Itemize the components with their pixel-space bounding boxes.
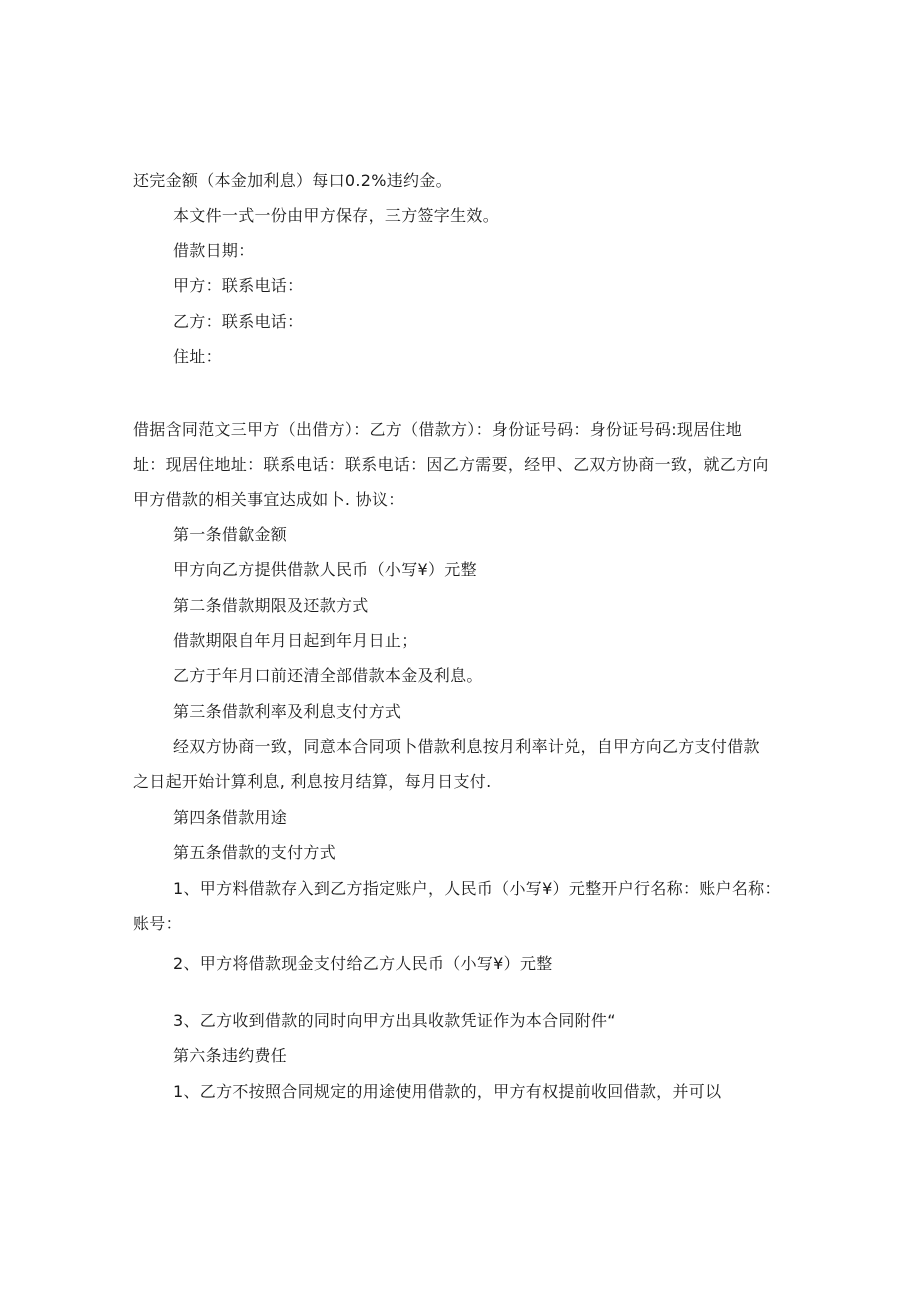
section-heading: 第一条借歙金额 xyxy=(173,525,288,544)
section-heading: 第五条借款的支付方式 xyxy=(173,843,337,862)
text-line: 乙方于年月口前还清全部借款本金及利息。 xyxy=(173,666,483,685)
text-line: 本文件一式一份由甲方保存，三方签字生效。 xyxy=(173,206,500,225)
text-line: 借款期限自年月日起到年月日止； xyxy=(173,631,418,650)
section-heading: 第六条违约费任 xyxy=(173,1046,288,1065)
text-line: 2、甲方将借款现金支付给乙方人民币（小写¥）元整 xyxy=(173,954,553,973)
text-line: 之日起开始计算利息, 利息按月结算，每月日支付. xyxy=(133,772,492,791)
text-line: 住址： xyxy=(173,347,222,366)
text-line: 1、甲方料借款存入到乙方指定账户，人民币（小写¥）元整开户行名称：账户名称： xyxy=(173,879,781,898)
text-line: 1、乙方不按照合同规定的用途使用借款的，甲方有权提前收回借款，并可以 xyxy=(173,1082,722,1101)
text-line: 甲方向乙方提供借款人民币（小写¥）元整 xyxy=(173,560,477,579)
text-line: 址：现居住地址：联系电话：联系电话：因乙方需要，经甲、乙双方协商一致，就乙方向 xyxy=(133,455,769,474)
text-line: 经双方协商一致，同意本合同项卜借款利息按月利率计兑，自甲方向乙方支付借款 xyxy=(173,737,760,756)
section-heading: 第三条借款利率及利息支付方式 xyxy=(173,702,402,721)
text-line: 借款日期： xyxy=(173,241,255,260)
text-line: 账号： xyxy=(133,914,182,933)
text-line: 借据含同范文三甲方（出借方）：乙方（借款方）：身份证号码：身份证号码:现居住地 xyxy=(133,420,743,439)
text-line: 乙方：联系电话： xyxy=(173,312,304,331)
text-line: 甲方借款的相关事宜达成如卜. 协议： xyxy=(133,490,405,509)
section-heading: 第四条借款用途 xyxy=(173,808,288,827)
text-line: 还完金额（本金加利息）每口0.2%违约金。 xyxy=(133,171,452,190)
section-heading: 第二条借款期限及还款方式 xyxy=(173,596,369,615)
text-line: 3、乙方收到借款的同时向甲方出具收款凭证作为本合同附件“ xyxy=(173,1011,616,1030)
text-line: 甲方：联系电话： xyxy=(173,276,304,295)
